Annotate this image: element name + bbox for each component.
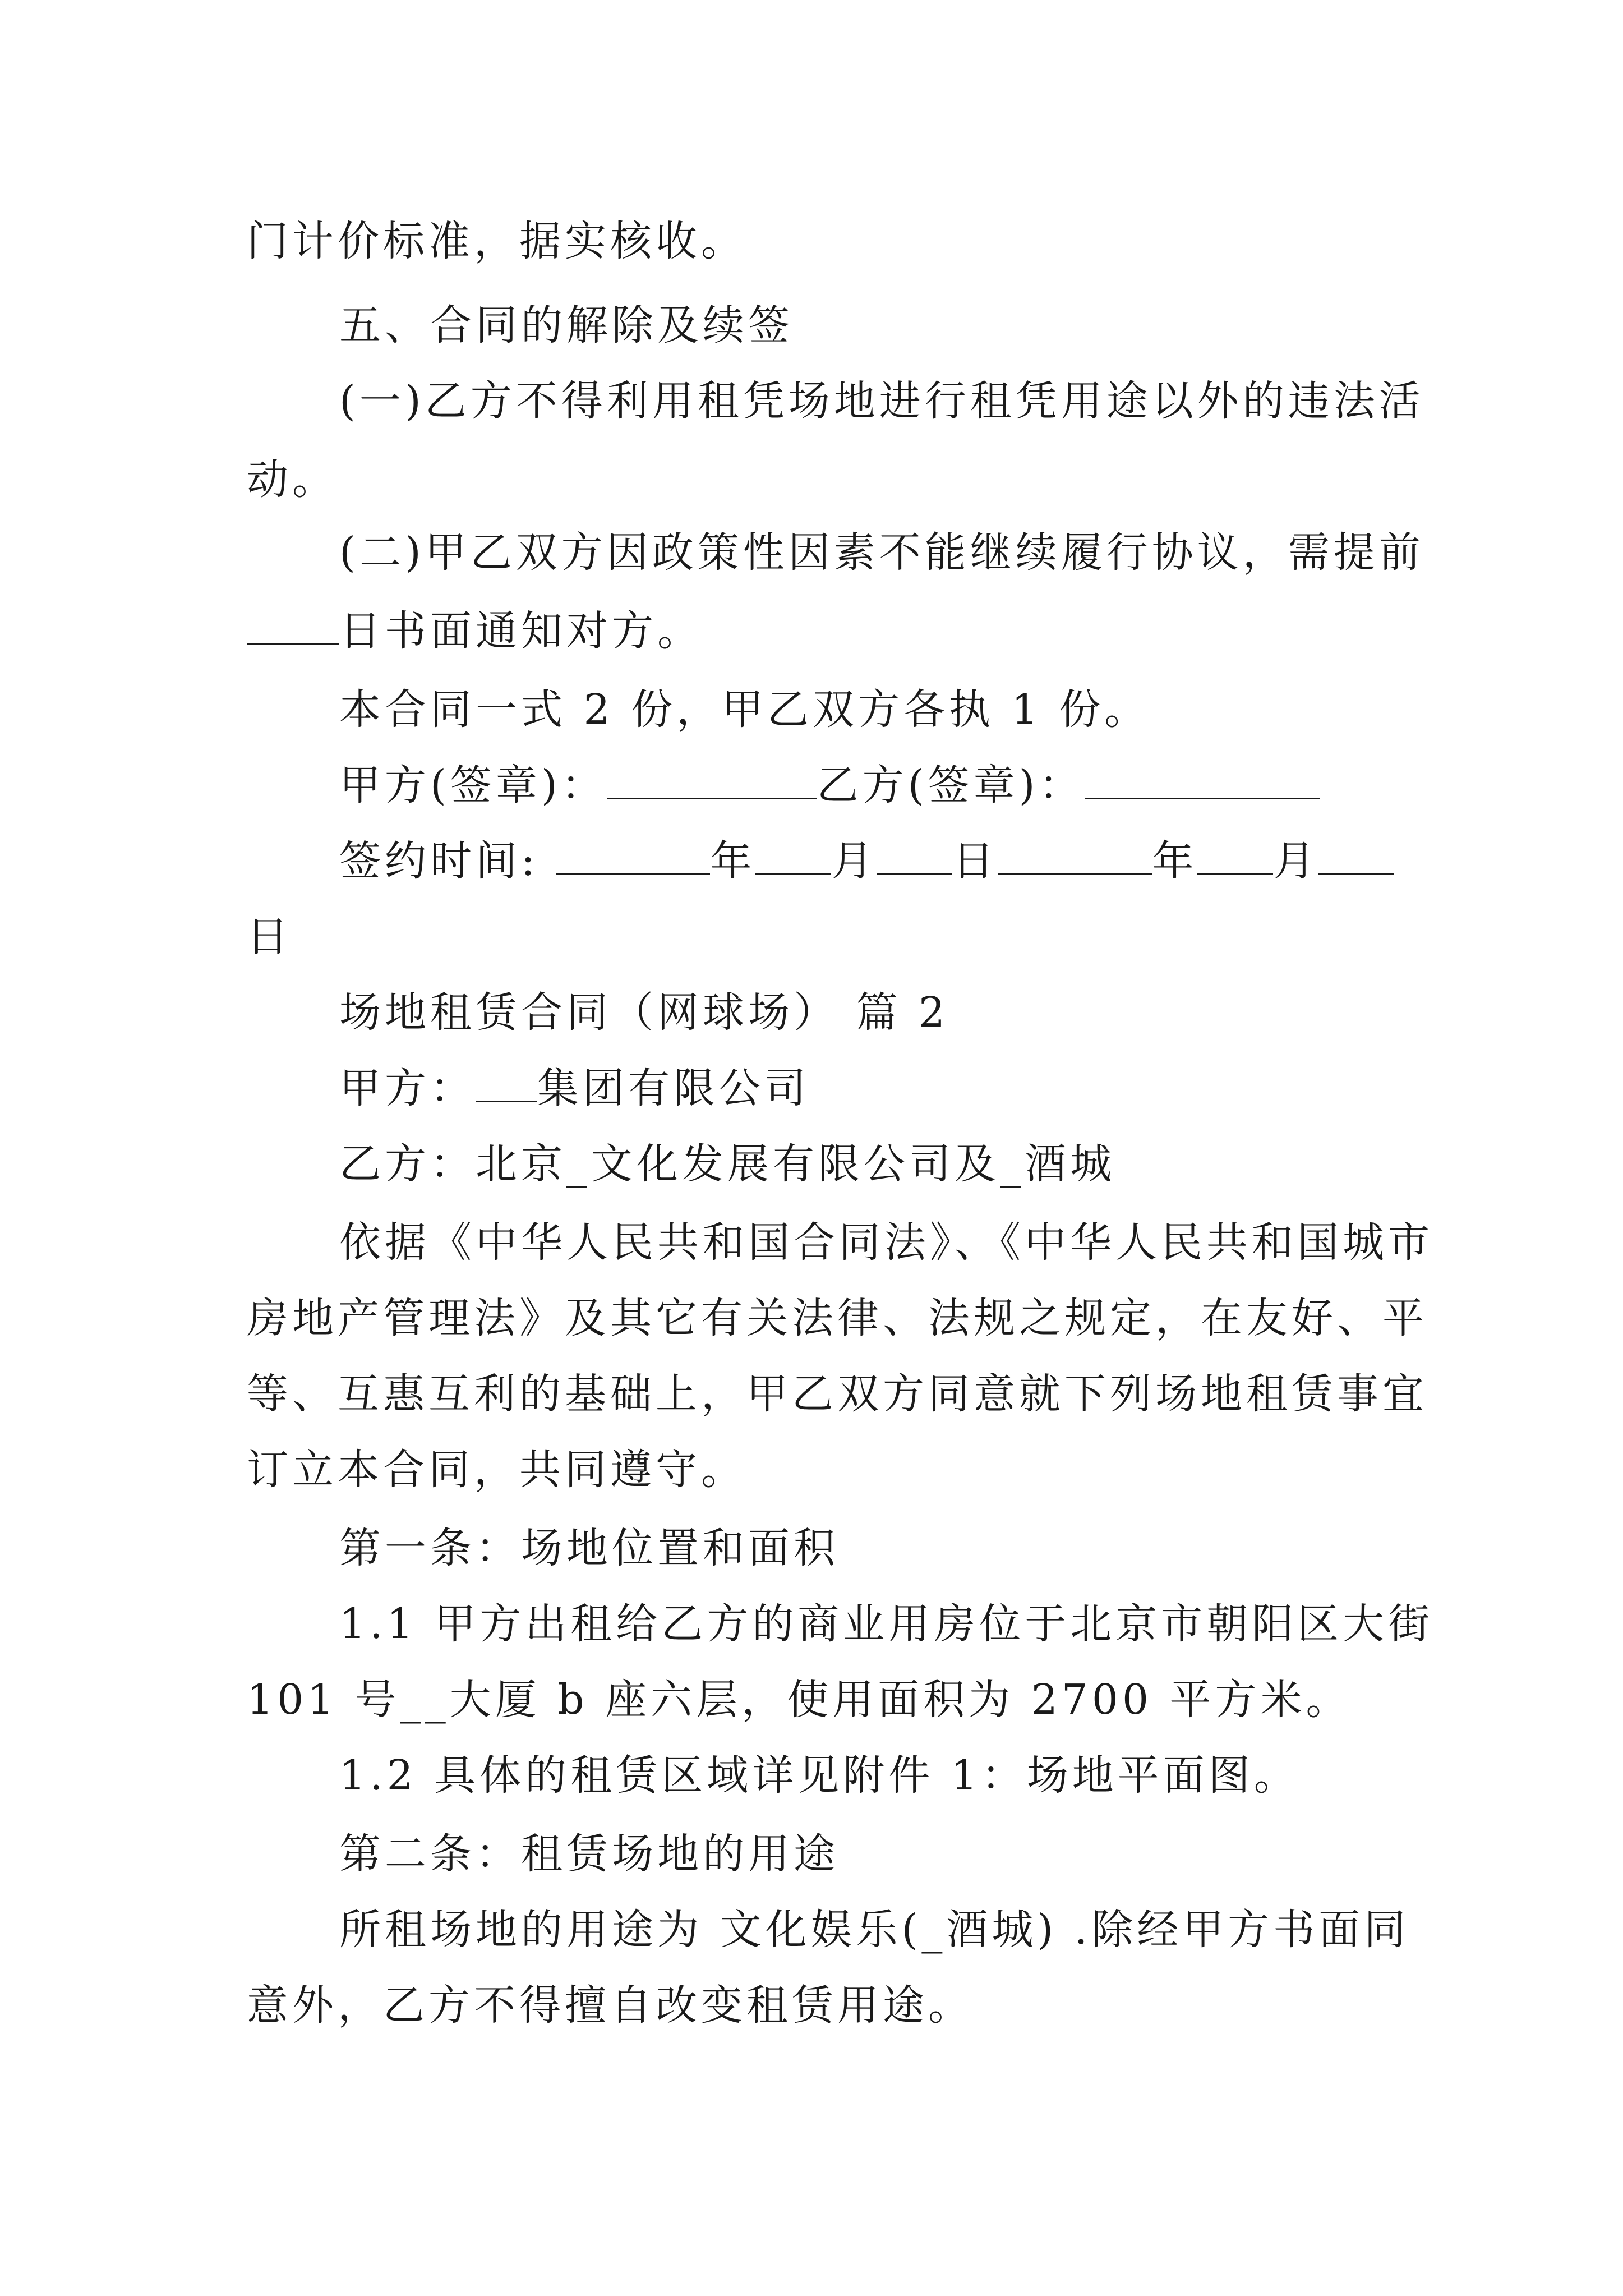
party-a-name-blank [476,1061,537,1102]
section-title: 场地租赁合同（网球场） 篇 2 [339,988,949,1037]
article-heading: 第一条：场地位置和面积 [339,1524,839,1572]
party-a-signature-label: 甲方(签章)： [339,761,607,809]
text-line: 1.2 具体的租赁区域详见附件 1：场地平面图。 [339,1751,1299,1800]
section-heading: 五、合同的解除及续签 [339,301,794,349]
text-line: 日 [247,913,292,961]
year-label: 年 [710,837,756,885]
text-fragment: 日书面通知对方。 [339,607,703,655]
party-a-signature-blank [607,758,817,799]
party-a-company: 集团有限公司 [537,1064,810,1112]
month-blank [1197,834,1273,875]
year-label: 年 [1152,837,1198,885]
text-line: 意外，乙方不得擅自改变租赁用途。 [247,1981,974,2030]
party-b-signature-label: 乙方(签章)： [817,761,1085,809]
signing-date-line [339,833,1483,889]
text-line: 依据《中华人民共和国合同法》、《中华人民共和国城市 [339,1218,1433,1267]
text-line: 1.1 甲方出租给乙方的商业用房位于北京市朝阳区大街 [339,1600,1434,1648]
text-line: 等、互惠互利的基础上，甲乙双方同意就下列场地租赁事宜 [247,1370,1428,1418]
month-blank [755,834,831,875]
article-heading: 第二条：租赁场地的用途 [339,1830,839,1878]
text-line: 动。 [247,455,338,504]
day-label: 日 [952,837,998,885]
day-blank [1318,834,1394,875]
day-blank [877,834,952,875]
party-a-label: 甲方： [339,1064,476,1112]
signing-date-label: 签约时间: [339,837,539,885]
text-line: 本合同一式 2 份，甲乙双方各执 1 份。 [339,685,1150,734]
text-line: 101 号__大厦 b 座六层，使用面积为 2700 平方米。 [247,1676,1352,1724]
text-line: 门计价标准，据实核收。 [247,217,746,265]
month-label: 月 [1273,837,1319,885]
party-b-line: 乙方：北京_文化发展有限公司及_酒城 [339,1140,1115,1188]
text-line: (二)甲乙双方因政策性因素不能继续履行协议，需提前 [339,528,1424,577]
party-b-signature-blank [1085,758,1320,799]
text-line: 房地产管理法》及其它有关法律、法规之规定，在友好、平 [247,1294,1428,1342]
month-label: 月 [831,837,877,885]
text-line [247,603,1391,659]
signature-line [339,757,1483,813]
blank-field [247,604,339,645]
year-blank [998,834,1152,875]
text-line: 订立本合同，共同遵守。 [247,1446,746,1494]
year-blank [556,834,710,875]
text-line: (一)乙方不得利用租凭场地进行租凭用途以外的违法活 [339,377,1424,425]
text-line: 所租场地的用途为 文化娱乐(_酒城) .除经甲方书面同 [339,1906,1410,1954]
party-a-line [339,1060,1483,1116]
